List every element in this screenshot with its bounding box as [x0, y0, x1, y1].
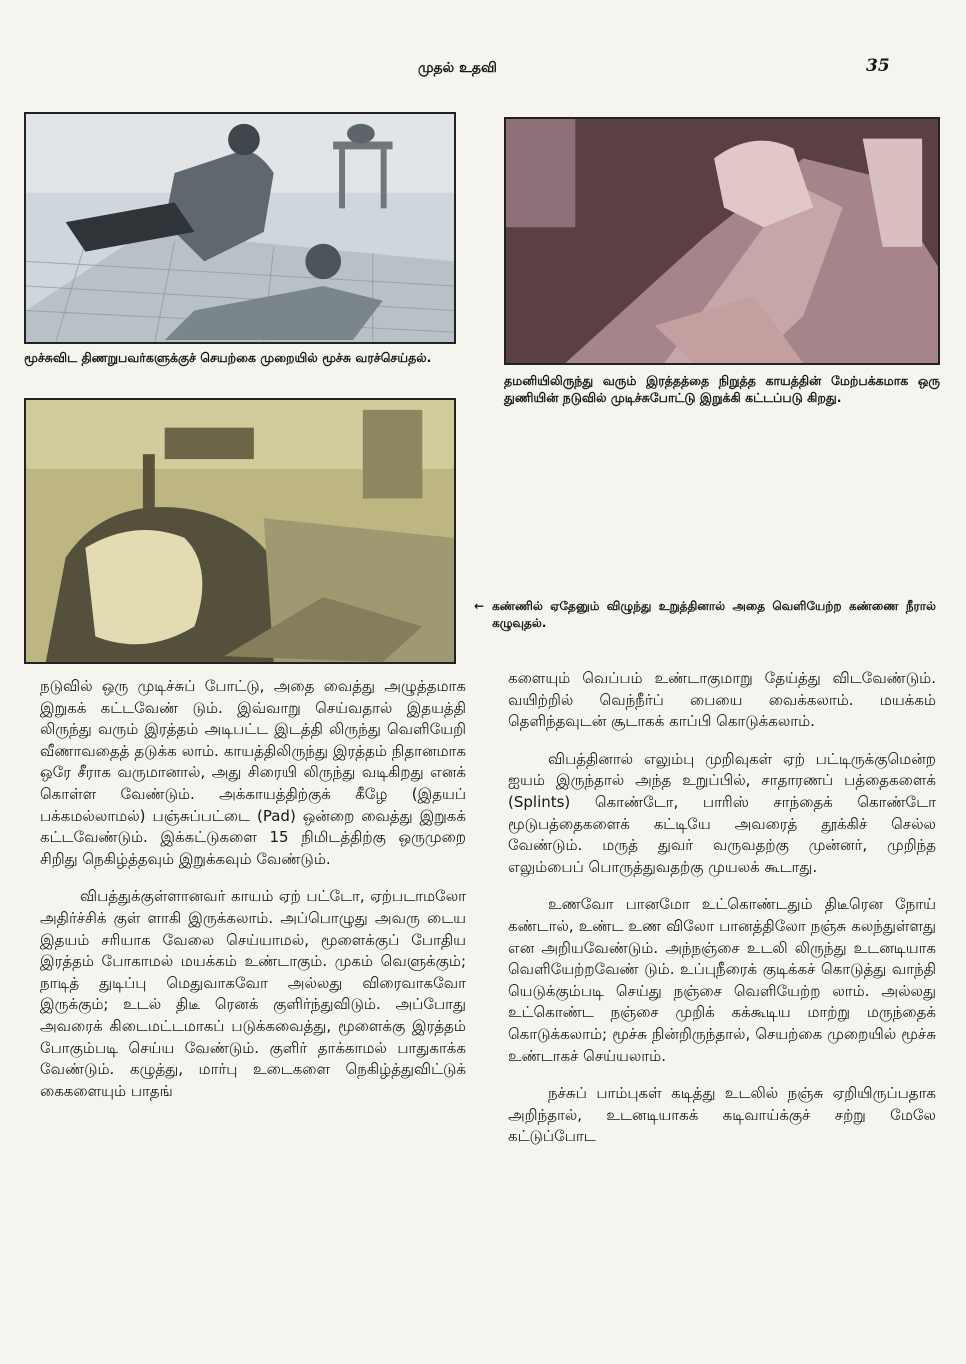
- page-number: 35: [866, 56, 890, 76]
- paragraph-gap: [508, 733, 936, 749]
- running-header: முதல் உதவி: [418, 60, 497, 76]
- eye-wash-illustration: [24, 398, 456, 664]
- eye-wash-illustration: [26, 400, 454, 662]
- tourniquet-illustration: [506, 119, 938, 363]
- artificial-respiration-illustration: [24, 112, 456, 344]
- figure-caption: [474, 598, 936, 632]
- tourniquet-illustration: [504, 117, 940, 365]
- left-column: [40, 676, 466, 1102]
- paragraph: உணவோ பானமோ உட்கொண்டதும் திடீரென நோய் கண்டால், உண்ட உண விலோ பானத்திலோ நஞ்சு கலந்துள்ளது என அறியவேண்டும். அந்நஞ்சை உடலி லிருந்து உடனடியாக வெளியேற்றவேண் டும். உப்புநீரைக் குடிக்கச் கொடுத்து வாந்தி யெடுக்கும்படி செய்து நஞ்சை வெளியேற்ற லாம். அல்லது உட்கொண்ட நஞ்சை முறிக் கக்கூடிய மாற்று மருந்தைக் கொடுக்கலாம்; மூச்சு நின்றிருந்தால், செயற்கை முறையில் மூச்சு உண்டாகச் செய்யலாம்.: [508, 895, 936, 1065]
- figure-caption: [24, 349, 454, 366]
- artificial-respiration-illustration: [26, 114, 454, 342]
- paragraph-gap: [508, 878, 936, 894]
- arrow-left-icon: ←: [474, 599, 485, 613]
- paragraph-gap: [508, 1067, 936, 1083]
- figure-caption: [504, 372, 940, 406]
- caption-text-body: கண்ணில் ஏதேனும் விழுந்து உறுத்தினால் அதை வெளியேற்ற கண்ணை நீரால் கழுவுதல்.: [492, 599, 936, 630]
- right-column: [508, 668, 936, 1148]
- paragraph: நடுவில் ஒரு முடிச்சுப் போட்டு, அதை வைத்து அழுத்தமாக இறுகக் கட்டவேண் டும். இவ்வாறு செய்வதால் இதயத்தி லிருந்து வரும் இரத்தம் அடிபட்ட இடத்தி லிருந்து வெளியேறி வீணாவதைத் தடுக்க லாம். காயத்திலிருந்து இரத்தம் நிதானமாக ஒரே சீராக வருமானால், அது சிரையி லிருந்து வடிகிறது எனக் கொள்ள வேண்டும். அக்காயத்திற்குக் கீழே (இதயப் பக்கமல்லாமல்) பஞ்சுப்பட்டை (Pad) ஒன்றை வைத்து இறுகக் கட்டவேண்டும். இக்கட்டுகளை 15 நிமிடத்திற்கு ஒருமுறை சிறிது நெகிழ்த்தவும் இறுக்கவும் வேண்டும்.: [40, 677, 466, 868]
- paragraph: நச்சுப் பாம்புகள் கடித்து உடலில் நஞ்சு ஏறியிருப்பதாக அறிந்தால், உடனடியாகக் கடிவாய்க்குச் சற்று மேலே கட்டுப்போட: [508, 1084, 936, 1146]
- paragraph: விபத்துக்குள்ளானவர் காயம் ஏற் பட்டோ, ஏற்படாமலோ அதிர்ச்சிக் குள் ளாகி இருக்கலாம். அப்பொழுது அவரு டைய இதயம் சரியாக வேலை செய்யாமல், மூளைக்குப் போதிய இரத்தம் போகாமல் மயக்கம் உண்டாகும். முகம் வெளுக்கும்; நாடித் துடிப்பு மெதுவாகவோ அல்லது விரைவாகவோ இருக்கும்; உடல் திடீ ரெனக் குளிர்ந்துவிடும். அப்போது அவரைக் கிடைமட்டமாகப் படுக்கவைத்து, மூளைக்கு இரத்தம் போகும்படி செய்ய வேண்டும். குளிர் தாக்காமல் பாதுகாக்க வேண்டும். கழுத்து, மார்பு உடைகளை நெகிழ்த்துவிட்டுக் கைகளையும் பாதங்: [40, 887, 466, 1100]
- paragraph: விபத்தினால் எலும்பு முறிவுகள் ஏற் பட்டிருக்குமென்ற ஐயம் இருந்தால் அந்த உறுப்பில், சாதாரணப் பத்தைகளைக் (Splints) கொண்டோ, பாரிஸ் சாந்தைக் கொண்டோ மூடுபத்தைகளைக் கட்டியே அவரைத் தூக்கிச் செல்ல வேண்டும். மருத் துவர் வருவதற்கு முன்னர், முறிந்த எலும்பைப் பொருத்துவதற்கு முயலக் கூடாது.: [508, 749, 936, 876]
- paragraph: களையும் வெப்பம் உண்டாகுமாறு தேய்த்து விடவேண்டும். வயிற்றில் வெந்நீர்ப் பையை வைக்கலாம். மயக்கம் தெளிந்தவுடன் சூடாகக் காப்பி கொடுக்கலாம்.: [508, 669, 936, 731]
- caption-text: [474, 598, 936, 632]
- caption-text: தமனியிலிருந்து வரும் இரத்தத்தை நிறுத்த காயத்தின் மேற்பக்கமாக ஒரு துணியின் நடுவில் முடிச்சுபோட்டு இறுக்கி கட்டப்படு கிறது.: [504, 373, 940, 405]
- caption-text: மூச்சுவிட திணறுபவர்களுக்குச் செயற்கை முறையில் மூச்சு வரச்செய்தல்.: [24, 350, 432, 365]
- paragraph-gap: [40, 870, 466, 886]
